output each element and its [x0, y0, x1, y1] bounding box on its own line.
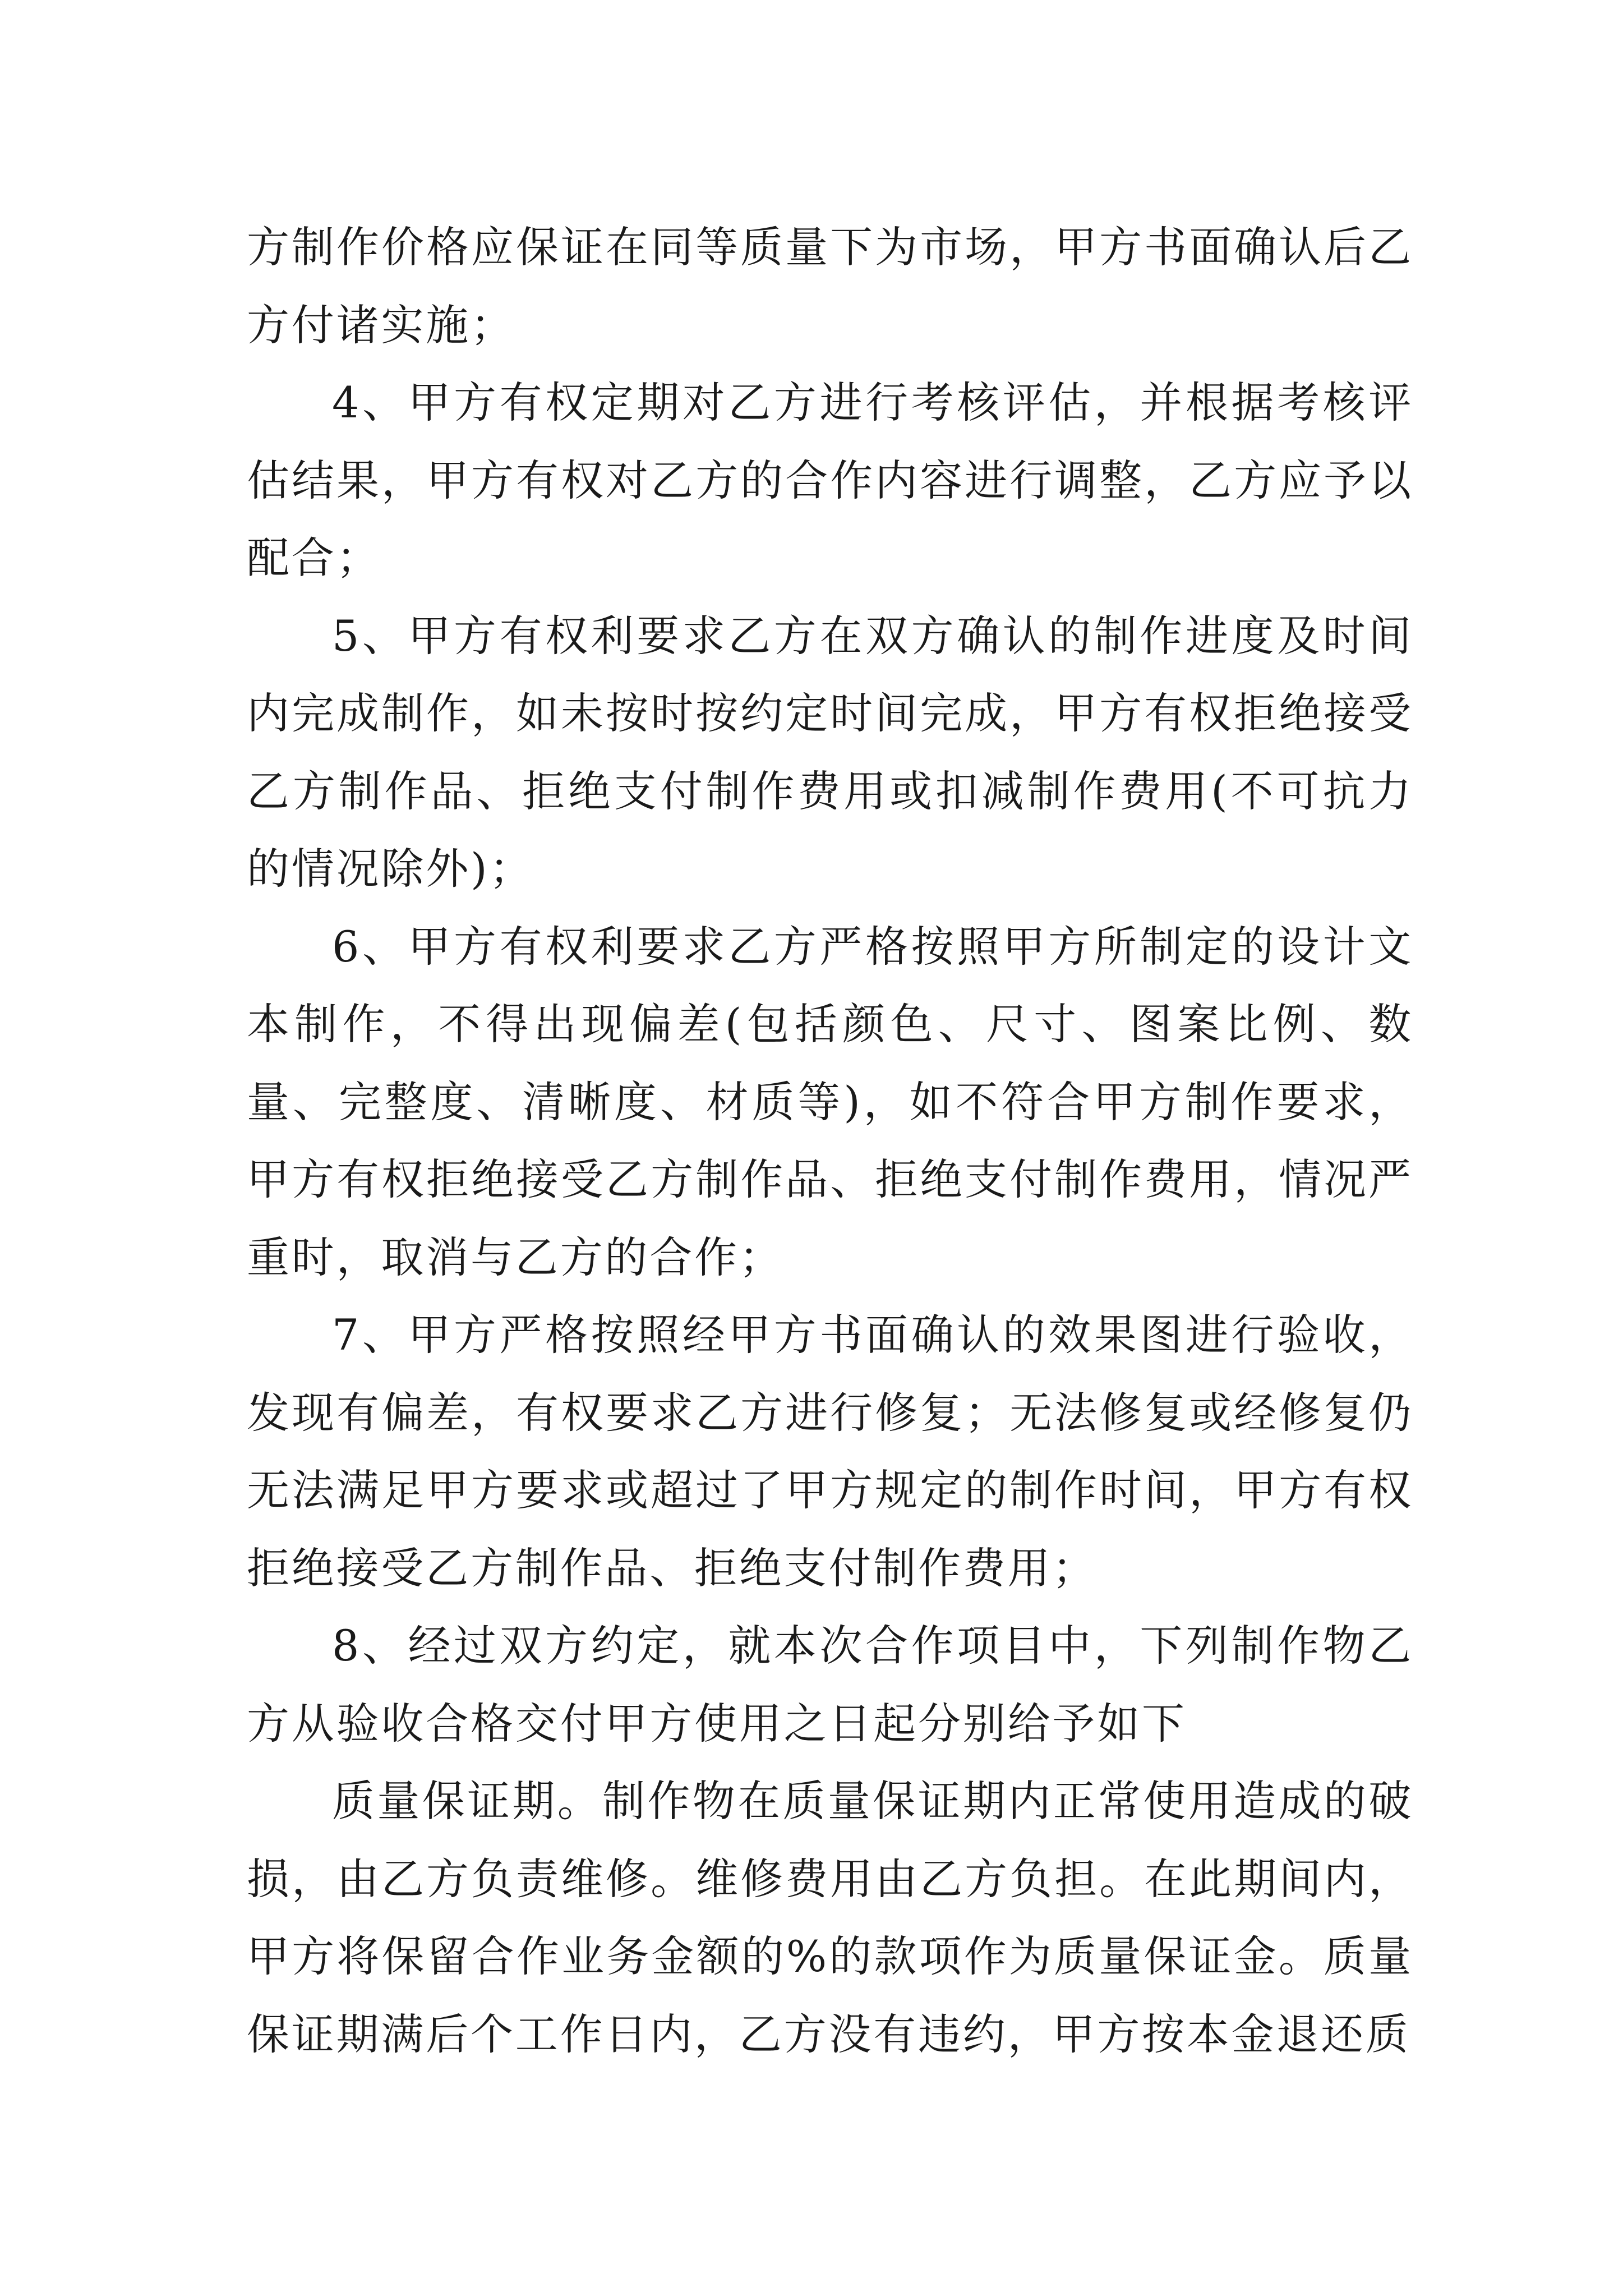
paragraph-clause-6: 6、甲方有权利要求乙方严格按照甲方所制定的设计文本制作，不得出现偏差(包括颜色、尺寸、图案比例、数量、完整度、清晰度、材质等)，如不符合甲方制作要求，甲方有权拒绝接受乙方制作品、拒绝支付制作费用，情况严重时，取消与乙方的合作； [247, 921, 1413, 1282]
paragraph-warranty-period: 质量保证期。制作物在质量保证期内正常使用造成的破损，由乙方负责维修。维修费用由乙方负担。在此期间内，甲方将保留合作业务金额的%的款项作为质量保证金。质量保证期满后个工作日内，乙方没有违约，甲方按本金退还质 [247, 1776, 1413, 2059]
paragraph-clause-5: 5、甲方有权利要求乙方在双方确认的制作进度及时间内完成制作，如未按时按约定时间完成，甲方有权拒绝接受乙方制作品、拒绝支付制作费用或扣减制作费用(不可抗力的情况除外)； [247, 610, 1413, 894]
paragraph-clause-4: 4、甲方有权定期对乙方进行考核评估，并根据考核评估结果，甲方有权对乙方的合作内容进行调整，乙方应予以配合； [247, 378, 1413, 583]
paragraph-price-clause: 方制作价格应保证在同等质量下为市场，甲方书面确认后乙方付诸实施； [247, 222, 1413, 350]
contract-body [247, 209, 1413, 2073]
paragraph-clause-7: 7、甲方严格按照经甲方书面确认的效果图进行验收，发现有偏差，有权要求乙方进行修复；无法修复或经修复仍无法满足甲方要求或超过了甲方规定的制作时间，甲方有权拒绝接受乙方制作品、拒绝支付制作费用； [247, 1310, 1413, 1593]
paragraph-clause-8: 8、经过双方约定，就本次合作项目中，下列制作物乙方从验收合格交付甲方使用之日起分别给予如下 [247, 1621, 1413, 1749]
